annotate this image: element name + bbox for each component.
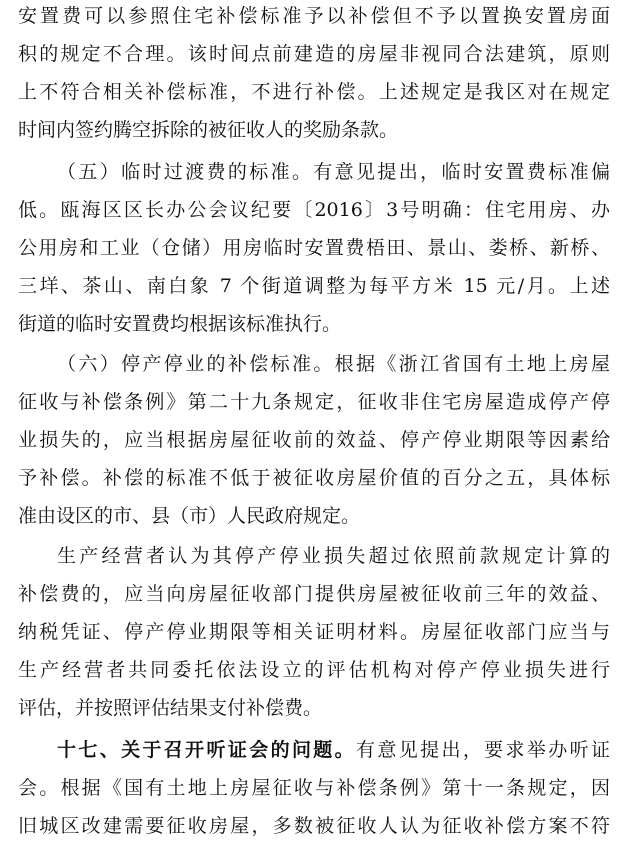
text-line: 评估，并按照评估结果支付补偿费。 [18,697,323,719]
text-line: 低。瓯海区区长办公会议纪要〔2016〕3号明确：住宅用房、办 [18,199,610,221]
text-line: 补偿费的，应当向房屋征收部门提供房屋被征收前三年的效益、 [18,583,610,605]
text-line: 积的规定不合理。该时间点前建造的房屋非视同合法建筑，原则 [18,43,610,65]
text-line: 纳税凭证、停产停业期限等相关证明材料。房屋征收部门应当与 [18,621,610,643]
text-line: 三垟、茶山、南白象 7 个街道调整为每平方米 15 元/月。上述 [18,275,610,297]
text-line: 业损失的，应当根据房屋征收前的效益、停产停业期限等因素给 [18,429,610,451]
text-line: （六）停产停业的补偿标准。根据《浙江省国有土地上房屋 [57,353,610,375]
text-line: 生产经营者认为其停产停业损失超过依照前款规定计算的 [57,545,610,567]
text-line: （五）临时过渡费的标准。有意见提出，临时安置费标准偏 [57,161,610,183]
text-line: 予补偿。补偿的标准不低于被征收房屋价值的百分之五，具体标 [18,467,610,489]
text-line: 时间内签约腾空拆除的被征收人的奖励条款。 [18,119,399,141]
section-heading: 十七、关于召开听证会的问题。 [57,739,357,761]
text-line: 安置费可以参照住宅补偿标准予以补偿但不予以置换安置房面 [18,5,610,27]
text-line: 公用房和工业（仓储）用房临时安置费梧田、景山、娄桥、新桥、 [18,237,610,259]
section-heading-line [57,738,610,762]
text-run: 有意见提出，要求举办听证 [356,739,610,761]
text-line: 准由设区的市、县（市）人民政府规定。 [18,505,361,527]
text-line: 上不符合相关补偿标准，不进行补偿。上述规定是我区对在规定 [18,81,610,103]
text-line: 会。根据《国有土地上房屋征收与补偿条例》第十一条规定，因 [18,777,610,799]
text-line: 生产经营者共同委托依法设立的评估机构对停产停业损失进行 [18,659,610,681]
text-line: 街道的临时安置费均根据该标准执行。 [18,313,342,335]
text-line: 旧城区改建需要征收房屋，多数被征收人认为征收补偿方案不符 [18,815,610,837]
text-line: 征收与补偿条例》第二十九条规定，征收非住宅房屋造成停产停 [18,391,610,413]
